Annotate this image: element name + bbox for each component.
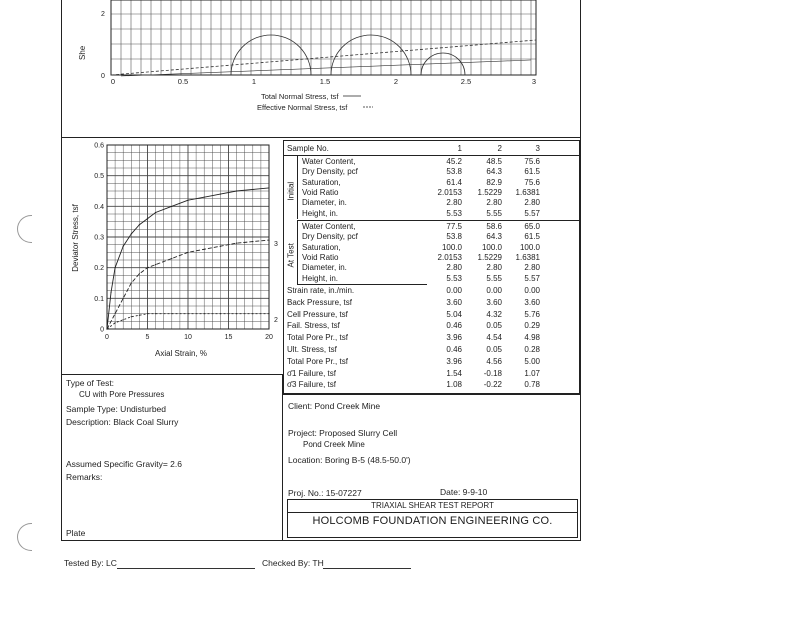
at-test-value-3: 1.6381	[515, 252, 540, 262]
checked-by: Checked By: TH	[262, 558, 324, 568]
at-test-value-1: 2.0153	[437, 252, 462, 262]
initial-value-1: 53.8	[446, 167, 462, 177]
series-1-point	[139, 224, 140, 225]
test-value-3: 3.60	[524, 297, 540, 307]
at-test-value-3: 61.5	[524, 232, 540, 242]
at-test-value-2: 5.55	[486, 273, 502, 283]
punch-hole-1	[17, 215, 32, 243]
initial-row	[284, 209, 584, 220]
initial-row	[284, 178, 584, 189]
initial-value-3: 1.6381	[515, 187, 540, 197]
top-xtick-6: 3	[531, 77, 537, 86]
report-date: Date: 9-9-10	[440, 487, 488, 497]
tested-by-line	[117, 568, 255, 569]
at-test-row	[284, 253, 584, 264]
at-test-row	[284, 232, 584, 243]
series-2-point	[115, 322, 116, 323]
series-3-point	[131, 282, 132, 283]
tested-by: Tested By: LC	[64, 558, 117, 568]
stress-strain-chart	[64, 138, 286, 374]
series-3-point	[268, 239, 269, 240]
test-row-label: Fail. Stress, tsf	[287, 321, 340, 331]
at-test-value-2: 58.6	[486, 222, 502, 231]
series-3-point	[236, 243, 237, 244]
initial-row	[284, 188, 584, 199]
top-xtick-2: 1	[251, 77, 257, 86]
test-value-2: -0.18	[483, 368, 502, 378]
specific-gravity: Assumed Specific Gravity= 2.6	[66, 459, 182, 469]
at-test-value-3: 2.80	[524, 263, 540, 273]
at-test-value-2: 100.0	[481, 242, 502, 252]
ss-ytick-label: 0.3	[94, 234, 104, 242]
type-of-test-label: Type of Test:	[66, 378, 115, 388]
checked-by-line	[323, 568, 411, 569]
test-row-label: Ult. Stress, tsf	[287, 345, 337, 354]
table-header-row	[284, 144, 584, 155]
initial-value-2: 2.80	[486, 198, 502, 208]
series-2-point	[220, 313, 221, 314]
initial-value-1: 5.53	[446, 208, 462, 218]
header-sample-no: Sample No.	[287, 144, 329, 153]
series-1-point	[110, 292, 111, 293]
test-row	[284, 345, 584, 356]
header-col-3: 3	[535, 144, 540, 153]
ss-ytick-label: 0.2	[94, 265, 104, 273]
initial-row-label: Saturation,	[302, 177, 341, 187]
at-test-value-1: 53.8	[446, 232, 462, 242]
series-1-point	[204, 197, 205, 198]
series-1-point	[171, 206, 172, 207]
at-test-value-1: 5.53	[446, 273, 462, 283]
at-test-value-2: 2.80	[486, 263, 502, 273]
test-value-2: 4.32	[486, 309, 502, 319]
test-value-2: 0.00	[486, 286, 502, 295]
series-2-point	[252, 313, 253, 314]
ss-ytick-label: 0.1	[94, 295, 104, 303]
initial-value-3: 5.57	[524, 208, 540, 218]
ss-xtick-label: 10	[184, 334, 192, 341]
proj-no: Proj. No.: 15-07227	[288, 488, 362, 498]
test-row	[284, 357, 584, 368]
punch-hole-2	[17, 523, 32, 551]
ss-ytick-label: 0.5	[94, 173, 104, 181]
test-value-1: 0.46	[446, 321, 462, 331]
initial-value-2: 64.3	[486, 167, 502, 177]
initial-value-3: 2.80	[524, 198, 540, 208]
test-value-2: 3.60	[486, 297, 502, 307]
series-3-point	[252, 241, 253, 242]
ss-xtick-label: 15	[224, 334, 233, 341]
at-test-row-label: Saturation,	[302, 242, 341, 252]
initial-value-1: 2.80	[446, 198, 462, 208]
series-1-point	[252, 189, 253, 190]
project: Project: Proposed Slurry Cell	[288, 428, 398, 438]
group-at-test-label: At Test	[286, 243, 296, 268]
series-3-point	[155, 264, 156, 265]
series-1-point	[236, 190, 237, 191]
initial-row-label: Dry Density, pcf	[302, 167, 358, 177]
initial-value-1: 61.4	[446, 177, 462, 187]
at-test-row	[284, 222, 584, 233]
test-row	[284, 321, 584, 332]
initial-row	[284, 157, 584, 168]
initial-row	[284, 167, 584, 178]
at-test-row-label: Void Ratio	[302, 252, 339, 262]
test-row-label: σ̄3 Failure, tsf	[287, 380, 336, 390]
series-3-point	[204, 249, 205, 250]
test-value-3: 0.78	[524, 380, 540, 390]
test-value-3: 4.98	[524, 333, 540, 343]
initial-value-2: 48.5	[486, 157, 502, 166]
at-test-row	[284, 274, 584, 285]
test-value-1: 3.96	[446, 333, 462, 343]
initial-row-label: Void Ratio	[302, 187, 339, 197]
top-xlabel-effective: Effective Normal Stress, tsf	[257, 103, 348, 112]
initial-row-label: Diameter, in.	[302, 198, 347, 208]
series-3-point	[139, 273, 140, 274]
top-xtick-1: 0.5	[177, 77, 189, 86]
test-value-3: 0.29	[524, 321, 540, 331]
initial-value-3: 61.5	[524, 167, 540, 177]
initial-value-3: 75.6	[524, 177, 540, 187]
initial-value-1: 2.0153	[437, 187, 462, 197]
project-info-box	[283, 394, 581, 541]
initial-value-2: 82.9	[486, 177, 502, 187]
series-2-point	[123, 319, 124, 320]
test-value-2: 4.56	[486, 356, 502, 366]
test-row-label: Strain rate, in./min.	[287, 286, 355, 295]
ss-ytick-label: 0	[100, 326, 104, 334]
series-2-point	[187, 313, 188, 314]
series-1-point	[220, 193, 221, 194]
type-of-test-value: CU with Pore Pressures	[79, 390, 165, 399]
ss-xtick-label: 20	[265, 334, 273, 341]
company-name: HOLCOMB FOUNDATION ENGINEERING CO.	[312, 515, 553, 527]
client: Client: Pond Creek Mine	[288, 401, 381, 411]
at-test-row	[284, 263, 584, 274]
description: Description: Black Coal Slurry	[66, 417, 179, 427]
mohr-circle-plot	[61, 0, 581, 120]
test-row	[284, 298, 584, 309]
test-row	[284, 369, 584, 380]
at-test-value-3: 5.57	[524, 273, 540, 283]
top-xtick-0: 0	[110, 77, 116, 86]
group-initial-label: Initial	[286, 181, 296, 201]
series-3-point	[187, 252, 188, 253]
top-xtick-4: 2	[393, 77, 399, 86]
test-value-2: 0.05	[486, 321, 502, 331]
initial-value-3: 75.6	[524, 157, 540, 166]
header-col-1: 1	[457, 144, 462, 153]
series-1-point	[268, 187, 269, 188]
series-1-point	[147, 218, 148, 219]
initial-value-2: 1.5229	[477, 187, 502, 197]
ss-ytick-label: 0.4	[94, 203, 104, 211]
series-3-point	[171, 258, 172, 259]
series-3-point	[147, 267, 148, 268]
top-xtick-3: 1.5	[319, 77, 331, 86]
at-test-value-1: 100.0	[441, 242, 462, 252]
test-row-label: Back Pressure, tsf	[287, 297, 352, 307]
at-test-value-2: 64.3	[486, 232, 502, 242]
test-value-3: 0.28	[524, 345, 540, 354]
title-box	[287, 499, 578, 538]
location: Location: Boring B-5 (48.5-50.0')	[288, 455, 411, 465]
series-2-point	[171, 313, 172, 314]
series-2-point	[139, 315, 140, 316]
curve-label-2: 2	[274, 317, 278, 324]
test-value-3: 5.00	[524, 356, 540, 366]
plate-label: Plate	[66, 528, 86, 538]
ss-xlabel: Axial Strain, %	[154, 349, 208, 358]
test-row	[284, 333, 584, 344]
initial-value-1: 45.2	[446, 157, 462, 166]
test-value-2: 0.05	[486, 345, 502, 354]
at-test-value-3: 65.0	[524, 222, 540, 231]
initial-row-label: Water Content,	[302, 157, 356, 166]
top-ylabel: She	[78, 45, 87, 60]
ss-xtick-label: 5	[145, 334, 150, 341]
initial-value-2: 5.55	[486, 208, 502, 218]
series-1-point	[123, 246, 124, 247]
test-value-2: 4.54	[486, 333, 502, 343]
at-test-value-1: 2.80	[446, 263, 462, 273]
series-3-point	[220, 246, 221, 247]
test-value-1: 0.46	[446, 345, 462, 354]
project-sub: Pond Creek Mine	[303, 440, 365, 449]
series-2-point	[155, 313, 156, 314]
series-3-point	[115, 313, 116, 314]
test-info-box	[61, 374, 283, 541]
test-value-3: 5.76	[524, 309, 540, 319]
ss-ytick-label: 0.6	[94, 142, 104, 150]
series-3-point	[106, 328, 107, 329]
series-1-point	[155, 212, 156, 213]
test-row-label: Cell Pressure, tsf	[287, 309, 348, 319]
test-value-3: 1.07	[524, 368, 540, 378]
series-1-point	[187, 200, 188, 201]
series-3-point	[123, 298, 124, 299]
top-xlabel-total: Total Normal Stress, tsf	[261, 92, 339, 101]
test-value-2: -0.22	[483, 380, 502, 390]
at-test-row-label: Diameter, in.	[302, 263, 347, 273]
at-test-row-label: Dry Density, pcf	[302, 232, 358, 242]
at-test-value-2: 1.5229	[477, 252, 502, 262]
at-test-value-3: 100.0	[519, 242, 540, 252]
test-value-1: 1.08	[446, 380, 462, 390]
properties-table	[283, 140, 580, 394]
test-row-label: Total Pore Pr., tsf	[287, 333, 348, 343]
series-2-point	[268, 313, 269, 314]
at-test-row-label: Height, in.	[302, 273, 339, 283]
test-row-label: Total Pore Pr., tsf	[287, 356, 348, 366]
sample-type: Sample Type: Undisturbed	[66, 404, 167, 414]
series-2-point	[204, 313, 205, 314]
initial-row	[284, 198, 584, 209]
test-value-1: 5.04	[446, 309, 462, 319]
top-xtick-5: 2.5	[460, 77, 472, 86]
test-value-1: 0.00	[446, 286, 462, 295]
test-value-1: 3.60	[446, 297, 462, 307]
svg-text:2: 2	[101, 11, 105, 18]
svg-text:0: 0	[101, 73, 105, 80]
curve-label-3: 3	[274, 241, 278, 248]
report-title: TRIAXIAL SHEAR TEST REPORT	[288, 501, 577, 513]
test-row	[284, 380, 584, 391]
initial-row-label: Height, in.	[302, 208, 339, 218]
test-row	[284, 310, 584, 321]
header-col-2: 2	[497, 144, 502, 153]
at-test-row-label: Water Content,	[302, 222, 356, 231]
at-test-value-1: 77.5	[446, 222, 462, 231]
test-value-1: 3.96	[446, 356, 462, 366]
series-2-point	[236, 313, 237, 314]
test-row-label: σ̄1 Failure, tsf	[287, 368, 336, 378]
test-value-3: 0.00	[524, 286, 540, 295]
test-row	[284, 286, 584, 297]
test-value-1: 1.54	[446, 368, 462, 378]
series-2-point	[147, 313, 148, 314]
remarks: Remarks:	[66, 472, 103, 482]
ss-ylabel: Deviator Stress, tsf	[71, 204, 80, 272]
at-test-row	[284, 243, 584, 254]
ss-xtick-label: 0	[105, 334, 109, 341]
series-1-point	[115, 267, 116, 268]
series-1-point	[131, 233, 132, 234]
series-2-point	[131, 316, 132, 317]
